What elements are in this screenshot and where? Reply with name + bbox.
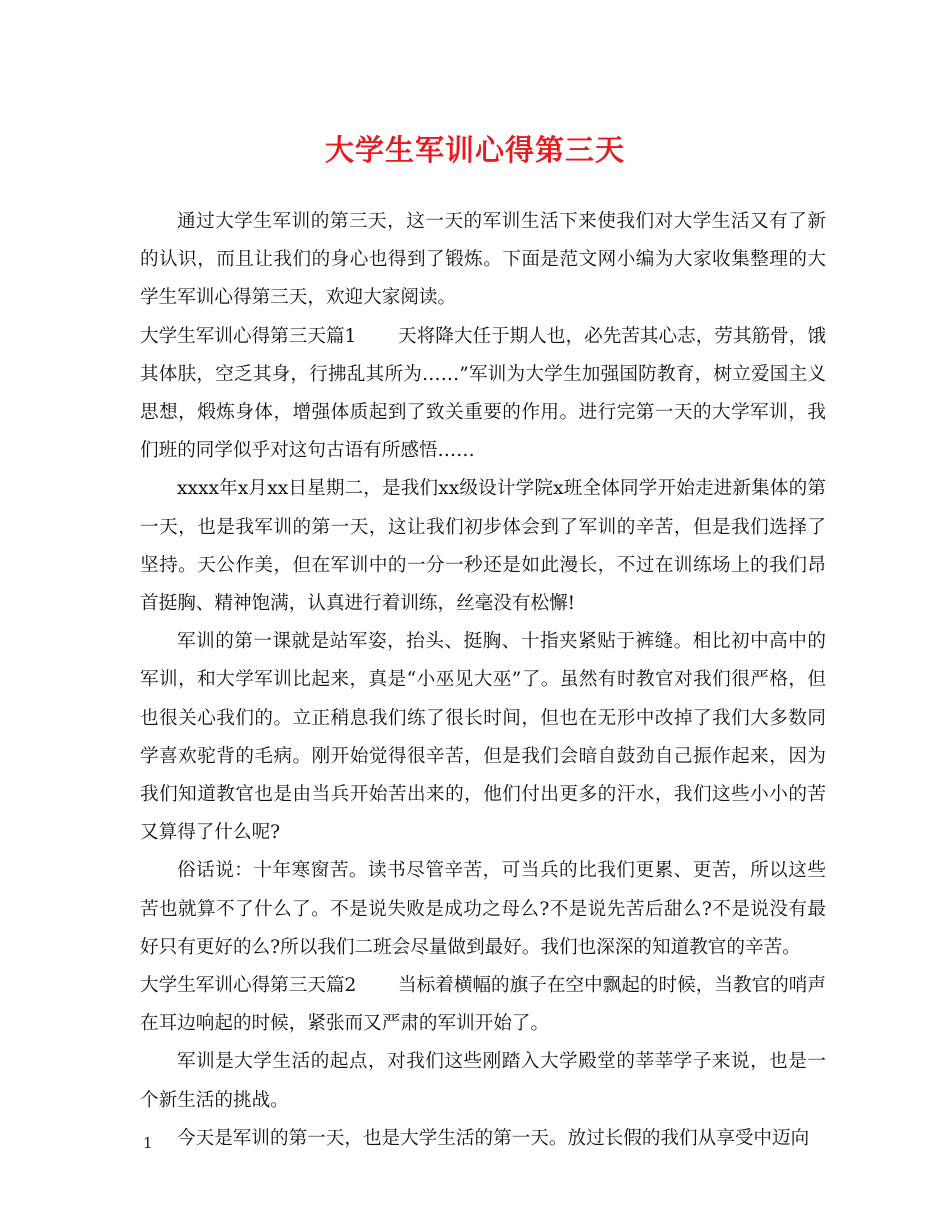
section-1-heading: 大学生军训心得第三天篇1	[140, 325, 357, 347]
section-1-text: 天将降大任于期人也，必先苦其心志，劳其筋骨，饿其体肤，空乏其身，行拂乱其所为……”军训为大学生加强国防教育，树立爱国主义思想，煅炼身体，增强体质起到了致关重要的作用。进行完第一天的大学军训，我们班的同学似乎对这句古语有所感悟……	[140, 325, 826, 462]
document-title: 大学生军训心得第三天	[324, 133, 625, 167]
section-1-paragraph	[140, 318, 826, 471]
page-number: 1	[143, 1134, 153, 1152]
section-2-text: 当标着横幅的旗子在空中飘起的时候，当教官的哨声在耳边响起的时候，紧张而又严肃的军训开始了。	[140, 975, 826, 1035]
paragraph-date: xxxx年x月xx日星期二，是我们xx级设计学院x班全体同学开始走进新集体的第一天，也是我军训的第一天，这让我们初步体会到了军训的辛苦，但是我们选择了坚持。天公作美，但在军训中的一分一秒还是如此漫长，不过在训练场上的我们昂首挺胸、精神饱满，认真进行着训练，丝毫没有松懈!	[140, 478, 826, 615]
document-body	[140, 203, 826, 1158]
paragraph-first-lesson: 军训的第一课就是站军姿，抬头、挺胸、十指夹紧贴于裤缝。相比初中高中的军训，和大学军训比起来，真是“小巫见大巫”了。虽然有时教官对我们很严格，但也很关心我们的。立正稍息我们练了很长时间，但也在无形中改掉了我们大多数同学喜欢驼背的毛病。刚开始觉得很辛苦，但是我们会暗自鼓劲自己振作起来，因为我们知道教官也是由当兵开始苦出来的，他们付出更多的汗水，我们这些小小的苦又算得了什么呢?	[140, 631, 826, 844]
paragraph-starting-point: 军训是大学生活的起点，对我们这些刚踏入大学殿堂的莘莘学子来说，也是一个新生活的挑战。	[140, 1051, 826, 1111]
section-2-paragraph	[140, 967, 826, 1043]
paragraph-first-day: 今天是军训的第一天，也是大学生活的第一天。放过长假的我们从享受中迈向	[177, 1127, 810, 1149]
section-2-heading: 大学生军训心得第三天篇2	[140, 975, 357, 997]
paragraph-proverb: 俗话说：十年寒窗苦。读书尽管辛苦，可当兵的比我们更累、更苦，所以这些苦也就算不了什么了。不是说失败是成功之母么?不是说先苦后甜么?不是说没有最好只有更好的么?所以我们二班会尽量做到最好。我们也深深的知道教官的辛苦。	[140, 860, 826, 958]
paragraph-intro: 通过大学生军训的第三天，这一天的军训生活下来使我们对大学生活又有了新的认识，而且让我们的身心也得到了锻炼。下面是范文网小编为大家收集整理的大学生军训心得第三天，欢迎大家阅读。	[140, 211, 826, 309]
